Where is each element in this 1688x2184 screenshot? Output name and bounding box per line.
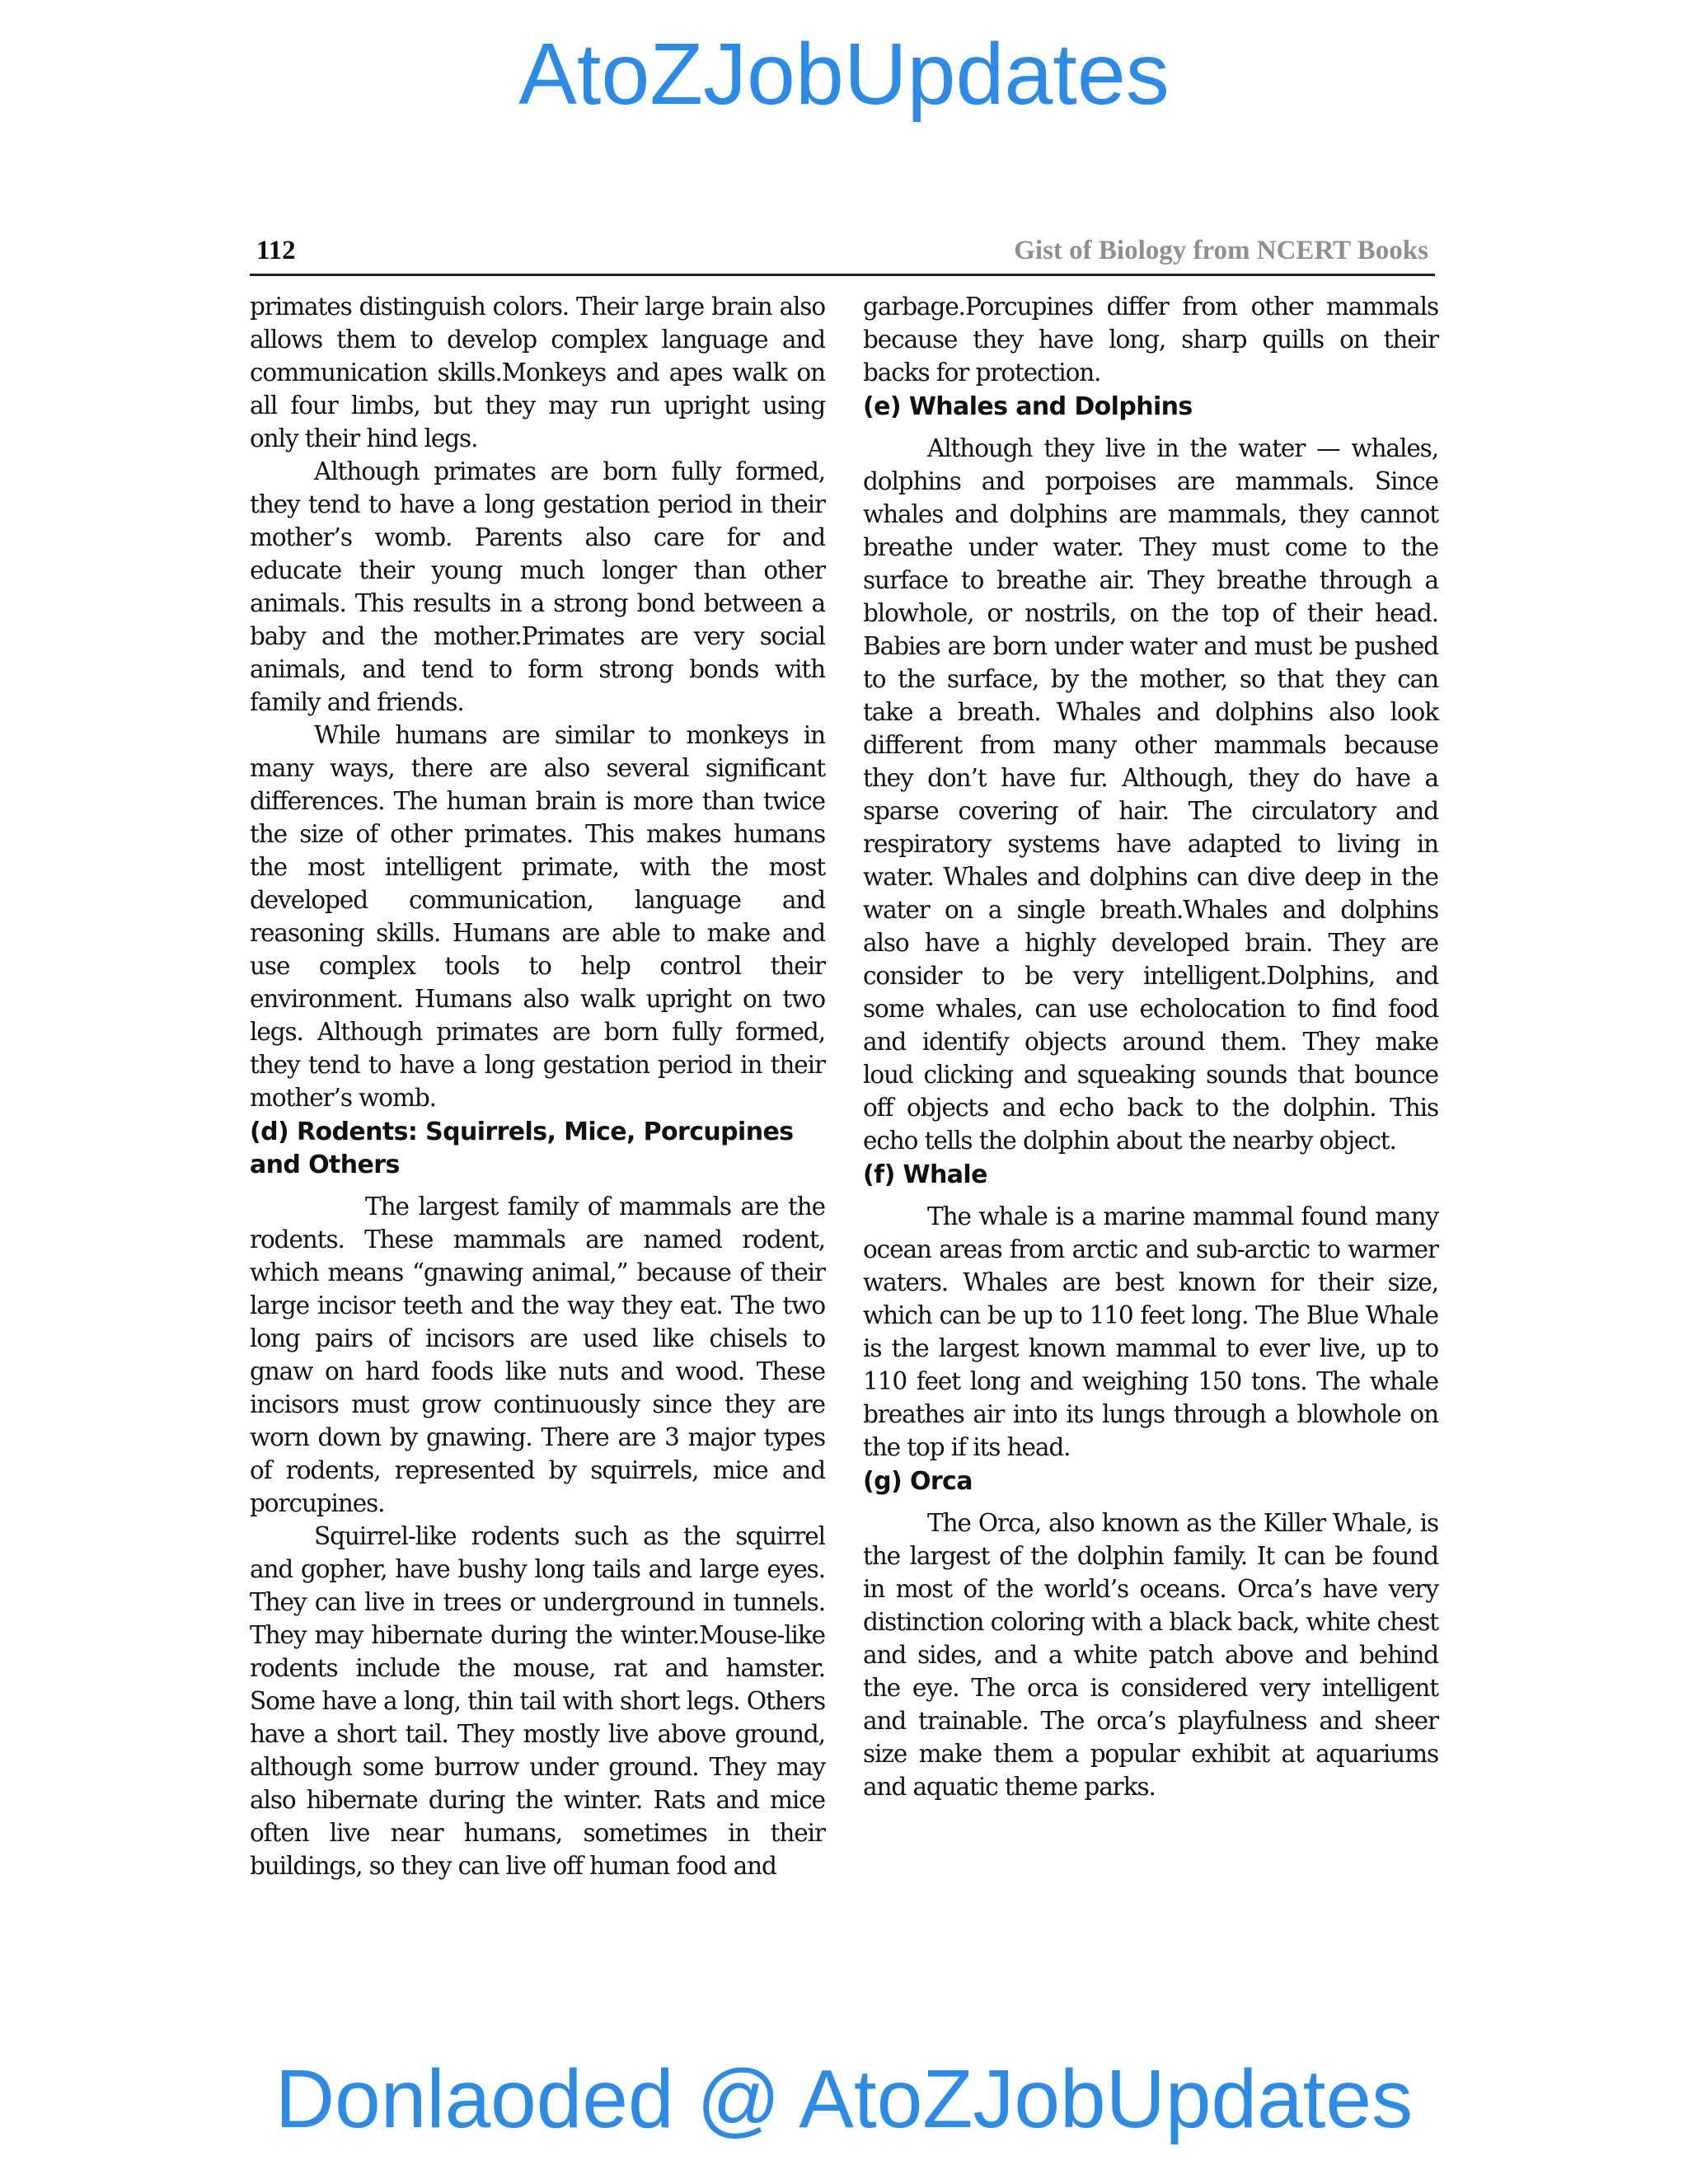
section-heading-rodents: (d) Rodents: Squirrels, Mice, Porcupines and Others (250, 1118, 794, 1179)
paragraph: primates distinguish colors. Their large brain also allows them to develop complex language and communication skills.Monkeys and apes walk on all four limbs, but they may run upright using only their hind legs. (250, 293, 825, 452)
paragraph: The whale is a marine mammal found many ocean areas from arctic and sub-arctic to warmer waters. Whales are best known for their size, which can be up to 110 feet long. The Blue Whale is the largest known mammal to ever live, up to 110 feet long and weighing 150 tons. The whale breathes air into its lungs through a blowhole on the top if its head. (863, 1202, 1438, 1461)
page-header (250, 232, 1435, 276)
page-number: 112 (256, 236, 296, 265)
book-title: Gist of Biology from NCERT Books (1014, 236, 1428, 265)
watermark-banner-top: AtoZJobUpdates (518, 26, 1170, 123)
paragraph: Although primates are born fully formed, they tend to have a long gestation period in their mother’s womb. Parents also care for and educate their young much longer than other animals. This results in a strong bond between a baby and the mother.Primates are very social animals, and tend to form strong bonds with family and friends. (250, 457, 825, 716)
section-heading-whales-dolphins: (e) Whales and Dolphins (863, 392, 1193, 421)
paragraph: Although they live in the water — whales, dolphins and porpoises are mammals. Since whales and dolphins are mammals, they cannot breathe under water. They must come to the surface to breathe air. They breathe through a blowhole, or nostrils, on the top of their head. Babies are born under water and must be pushed to the surface, by the mother, so that they can take a breath. Whales and dolphins also look different from many other mammals because they don’t have fur. Although, they do have a sparse covering of hair. The circulatory and respiratory systems have adapted to living in water. Whales and dolphins can dive deep in the water on a single breath.Whales and dolphins also have a highly developed brain. They are consider to be very intelligent.Dolphins, and some whales, can use echolocation to find food and identify objects around them. They make loud clicking and squeaking sounds that bounce off objects and echo back to the dolphin. This echo tells the dolphin about the nearby object. (863, 434, 1438, 1155)
watermark-banner-bottom: Donlaoded @ AtoZJobUpdates (274, 2053, 1414, 2145)
left-column (250, 290, 825, 1882)
paragraph: garbage.Porcupines differ from other mammals because they have long, sharp quills on their backs for protection. (863, 293, 1438, 387)
section-heading-whale: (f) Whale (863, 1160, 987, 1189)
paragraph: While humans are similar to monkeys in many ways, there are also several significant differences. The human brain is more than twice the size of other primates. This makes humans the most intelligent primate, with the most developed communication, language and reasoning skills. Humans are able to make and use complex tools to help control their environment. Humans also walk upright on two legs. Although primates are born fully formed, they tend to have a long gestation period in their mother’s womb. (250, 721, 825, 1112)
section-heading-orca: (g) Orca (863, 1467, 973, 1496)
right-column (863, 290, 1438, 1803)
paragraph: Squirrel-like rodents such as the squirrel and gopher, have bushy long tails and large eyes. They can live in trees or underground in tunnels. They may hibernate during the winter.Mouse-like rodents include the mouse, rat and hamster. Some have a long, thin tail with short legs. Others have a short tail. They mostly live above ground, although some burrow under ground. They may also hibernate during the winter. Rats and mice often live near humans, sometimes in their buildings, so they can live off human food and (250, 1522, 825, 1880)
paragraph: The Orca, also known as the Killer Whale, is the largest of the dolphin family. It can be found in most of the world’s oceans. Orca’s have very distinction coloring with a black back, white chest and sides, and a white patch above and behind the eye. The orca is considered very intelligent and trainable. The orca’s playfulness and sheer size make them a popular exhibit at aquariums and aquatic theme parks. (863, 1509, 1438, 1801)
paragraph: The largest family of mammals are the rodents. These mammals are named rodent, which means “gnawing animal,” because of their large incisor teeth and the way they eat. The two long pairs of incisors are used like chisels to gnaw on hard foods like nuts and wood. These incisors must grow continuously since they are worn down by gnawing. There are 3 major types of rodents, represented by squirrels, mice and porcupines. (250, 1193, 825, 1517)
